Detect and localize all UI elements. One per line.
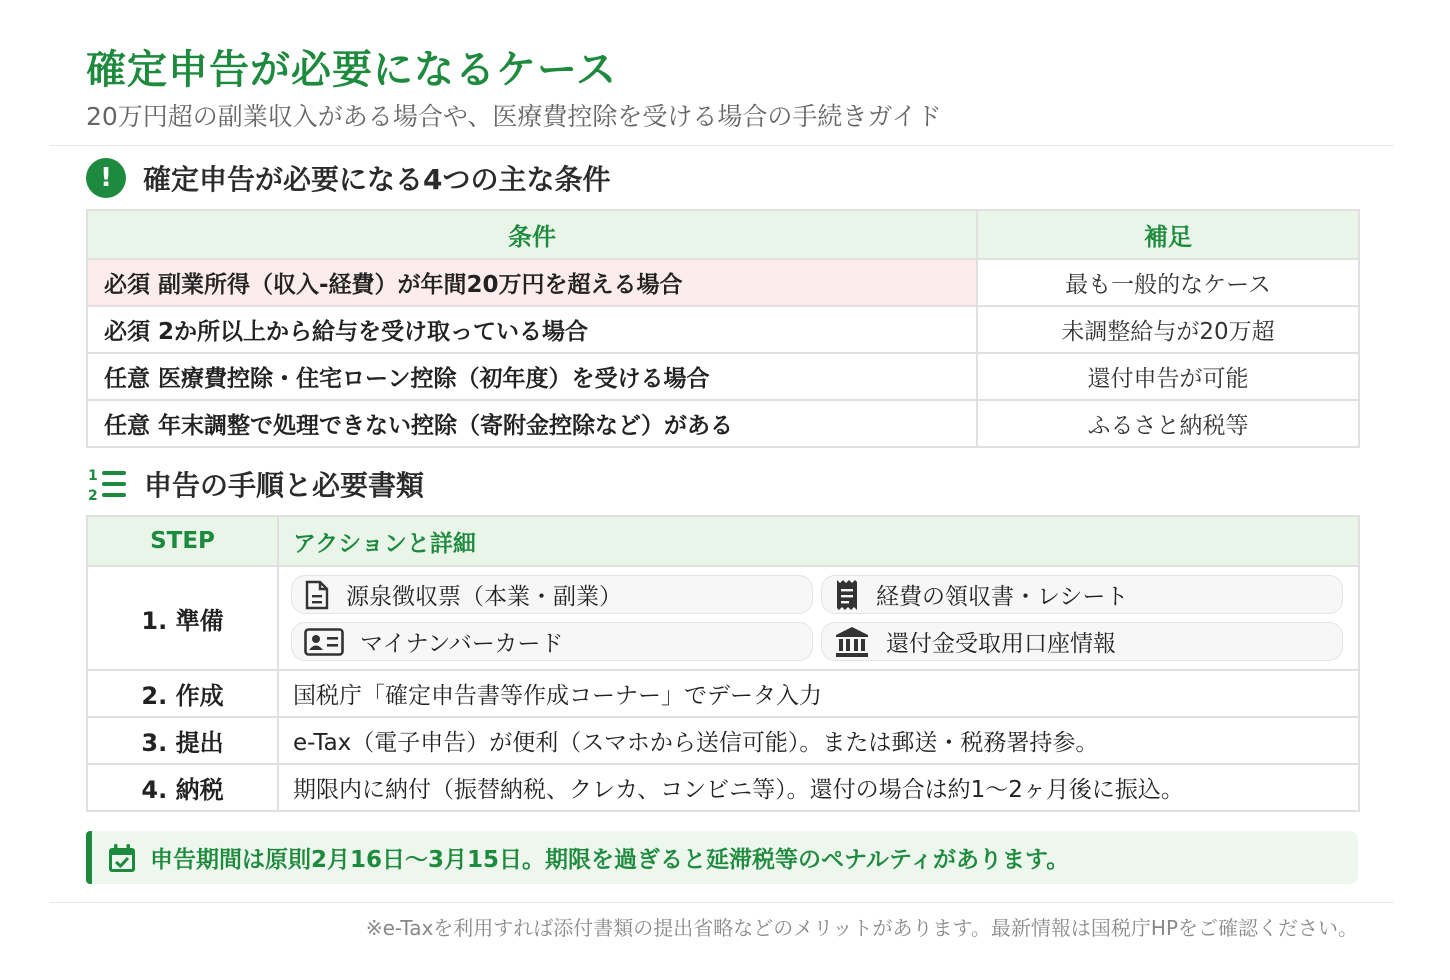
step-label: 3. 提出 xyxy=(87,717,278,764)
note-column-header: 補足 xyxy=(977,210,1359,259)
steps-section-title: 申告の手順と必要書類 xyxy=(144,469,425,502)
deadline-notice xyxy=(86,831,1358,884)
step-label: 2. 作成 xyxy=(87,670,278,717)
documents-cell xyxy=(278,566,1359,670)
calendar-check-icon xyxy=(108,843,136,873)
table-row xyxy=(87,670,1359,717)
document-chips xyxy=(291,575,1358,661)
bottom-divider xyxy=(50,902,1394,903)
note-cell: ふるさと納税等 xyxy=(977,400,1359,447)
condition-column-header: 条件 xyxy=(87,210,977,259)
condition-cell: 任意 年末調整で処理できない控除（寄附金控除など）がある xyxy=(87,400,977,447)
document-icon xyxy=(304,580,330,610)
svg-text:2: 2 xyxy=(88,488,98,504)
conditions-table xyxy=(86,209,1360,448)
document-chip xyxy=(291,575,813,614)
page-title: 確定申告が必要になるケース xyxy=(86,47,617,93)
steps-section-header xyxy=(86,464,424,504)
table-row xyxy=(87,353,1359,400)
document-chip-label: 還付金受取用口座情報 xyxy=(886,631,1116,657)
conditions-table-header xyxy=(87,210,1359,259)
document-chip xyxy=(821,575,1343,614)
document-chip-label: 経費の領収書・レシート xyxy=(876,584,1129,610)
document-chip xyxy=(291,622,813,661)
conditions-section-header xyxy=(86,158,610,198)
document-chip xyxy=(821,622,1343,661)
bank-icon xyxy=(834,626,870,658)
note-cell: 未調整給与が20万超 xyxy=(977,306,1359,353)
condition-cell: 任意 医療費控除・住宅ローン控除（初年度）を受ける場合 xyxy=(87,353,977,400)
condition-cell: 必須 2か所以上から給与を受け取っている場合 xyxy=(87,306,977,353)
step-column-header: STEP xyxy=(87,516,278,566)
step-detail: e-Tax（電子申告）が便利（スマホから送信可能）。または郵送・税務署持参。 xyxy=(278,717,1359,764)
document-chip-label: マイナンバーカード xyxy=(360,631,564,657)
table-row xyxy=(87,400,1359,447)
steps-table-header xyxy=(87,516,1359,566)
deadline-notice-text: 申告期間は原則2月16日〜3月15日。期限を過ぎると延滞税等のペナルティがあります。 xyxy=(150,847,1070,873)
numbered-list-icon xyxy=(86,464,128,504)
receipt-icon xyxy=(834,579,860,611)
step-label: 4. 納税 xyxy=(87,764,278,811)
exclamation-circle-icon: ! xyxy=(86,158,126,198)
step-label: 1. 準備 xyxy=(87,566,278,670)
table-row xyxy=(87,764,1359,811)
table-row xyxy=(87,566,1359,670)
condition-cell: 必須 副業所得（収入-経費）が年間20万円を超える場合 xyxy=(87,259,977,306)
table-row xyxy=(87,306,1359,353)
conditions-section-title: 確定申告が必要になる4つの主な条件 xyxy=(143,163,611,196)
page-subtitle: 20万円超の副業収入がある場合や、医療費控除を受ける場合の手続きガイド xyxy=(86,102,942,131)
document-chip-label: 源泉徴収票（本業・副業） xyxy=(346,584,622,610)
step-detail: 国税庁「確定申告書等作成コーナー」でデータ入力 xyxy=(278,670,1359,717)
note-cell: 最も一般的なケース xyxy=(977,259,1359,306)
note-cell: 還付申告が可能 xyxy=(977,353,1359,400)
top-divider xyxy=(50,145,1394,146)
steps-table xyxy=(86,515,1360,812)
footer-note: ※e-Taxを利用すれば添付書類の提出省略などのメリットがあります。最新情報は国税庁HPをご確認ください。 xyxy=(365,916,1358,940)
id-card-icon xyxy=(304,628,344,656)
table-row xyxy=(87,259,1359,306)
table-row xyxy=(87,717,1359,764)
svg-text:1: 1 xyxy=(88,468,98,484)
action-column-header: アクションと詳細 xyxy=(278,516,1359,566)
step-detail: 期限内に納付（振替納税、クレカ、コンビニ等）。還付の場合は約1〜2ヶ月後に振込。 xyxy=(278,764,1359,811)
